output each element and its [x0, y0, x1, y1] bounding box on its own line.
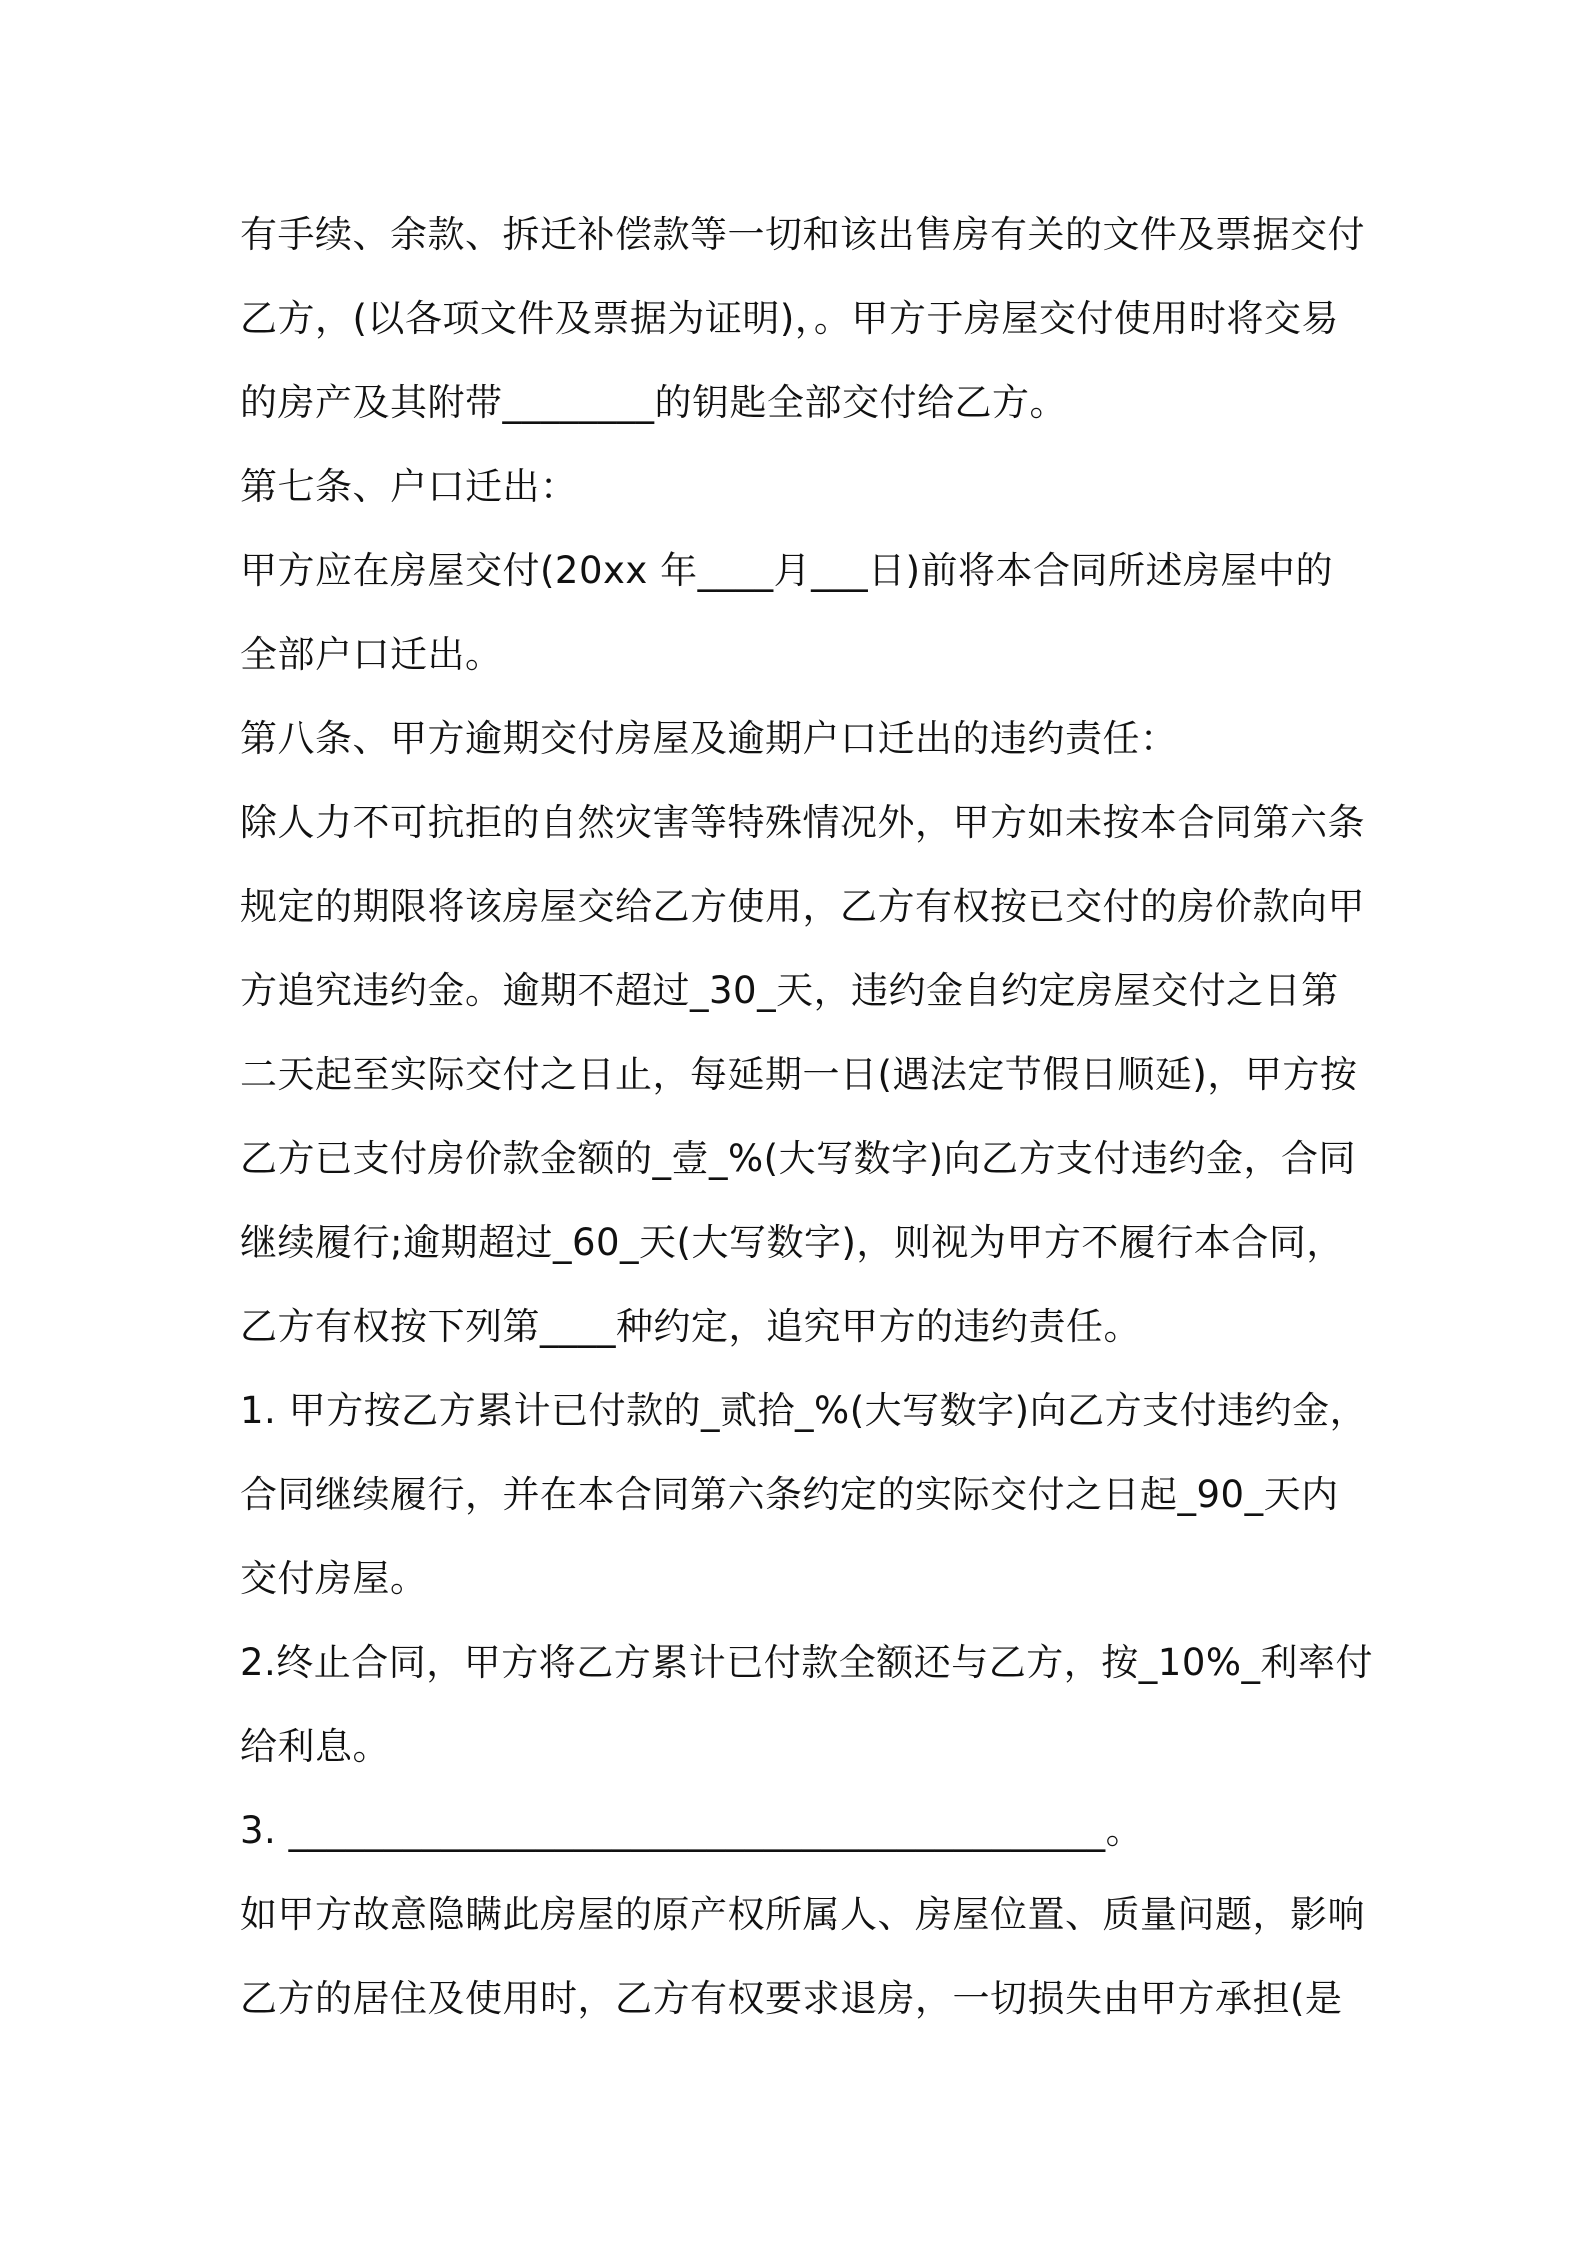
paragraph-line: 除人力不可抗拒的自然灾害等特殊情况外，甲方如未按本合同第六条 [240, 801, 1365, 844]
paragraph-line: 合同继续履行，并在本合同第六条约定的实际交付之日起_90_天内 [240, 1473, 1339, 1516]
paragraph-line: 方追究违约金。逾期不超过_30_天，违约金自约定房屋交付之日第 [240, 969, 1339, 1012]
paragraph-line: 有手续、余款、拆迁补偿款等一切和该出售房有关的文件及票据交付 [240, 213, 1365, 256]
article-heading-8: 第八条、甲方逾期交付房屋及逾期户口迁出的违约责任： [240, 717, 1178, 760]
list-item-1: 1. 甲方按乙方累计已付款的_贰拾_%(大写数字)向乙方支付违约金， [240, 1389, 1368, 1432]
paragraph-line: 交付房屋。 [240, 1557, 428, 1600]
paragraph-line: 乙方，(以各项文件及票据为证明)，。甲方于房屋交付使用时将交易 [240, 297, 1339, 340]
paragraph-line: 继续履行;逾期超过_60_天(大写数字)，则视为甲方不履行本合同， [240, 1221, 1344, 1264]
paragraph-line: 的房产及其附带________的钥匙全部交付给乙方。 [240, 381, 1067, 424]
paragraph-line: 乙方的居住及使用时，乙方有权要求退房，一切损失由甲方承担(是 [240, 1977, 1343, 2020]
paragraph-line: 给利息。 [240, 1725, 390, 1768]
paragraph-line: 如甲方故意隐瞒此房屋的原产权所属人、房屋位置、质量问题，影响 [240, 1893, 1365, 1936]
paragraph-line: 全部户口迁出。 [240, 633, 503, 676]
list-item-2: 2.终止合同，甲方将乙方累计已付款全额还与乙方，按_10%_利率付 [240, 1641, 1374, 1684]
paragraph-line: 规定的期限将该房屋交给乙方使用，乙方有权按已交付的房价款向甲 [240, 885, 1365, 928]
article-heading-7: 第七条、户口迁出： [240, 465, 578, 508]
paragraph-line: 二天起至实际交付之日止，每延期一日(遇法定节假日顺延)，甲方按 [240, 1053, 1358, 1096]
paragraph-line: 乙方有权按下列第____种约定，追究甲方的违约责任。 [240, 1305, 1141, 1348]
document-body [240, 193, 1374, 2041]
paragraph-line: 乙方已支付房价款金额的_壹_%(大写数字)向乙方支付违约金，合同 [240, 1137, 1357, 1180]
paragraph-line: 甲方应在房屋交付(20xx 年____月___日)前将本合同所述房屋中的 [240, 549, 1334, 592]
list-item-3: 3. ___________________________________________。 [240, 1809, 1144, 1852]
